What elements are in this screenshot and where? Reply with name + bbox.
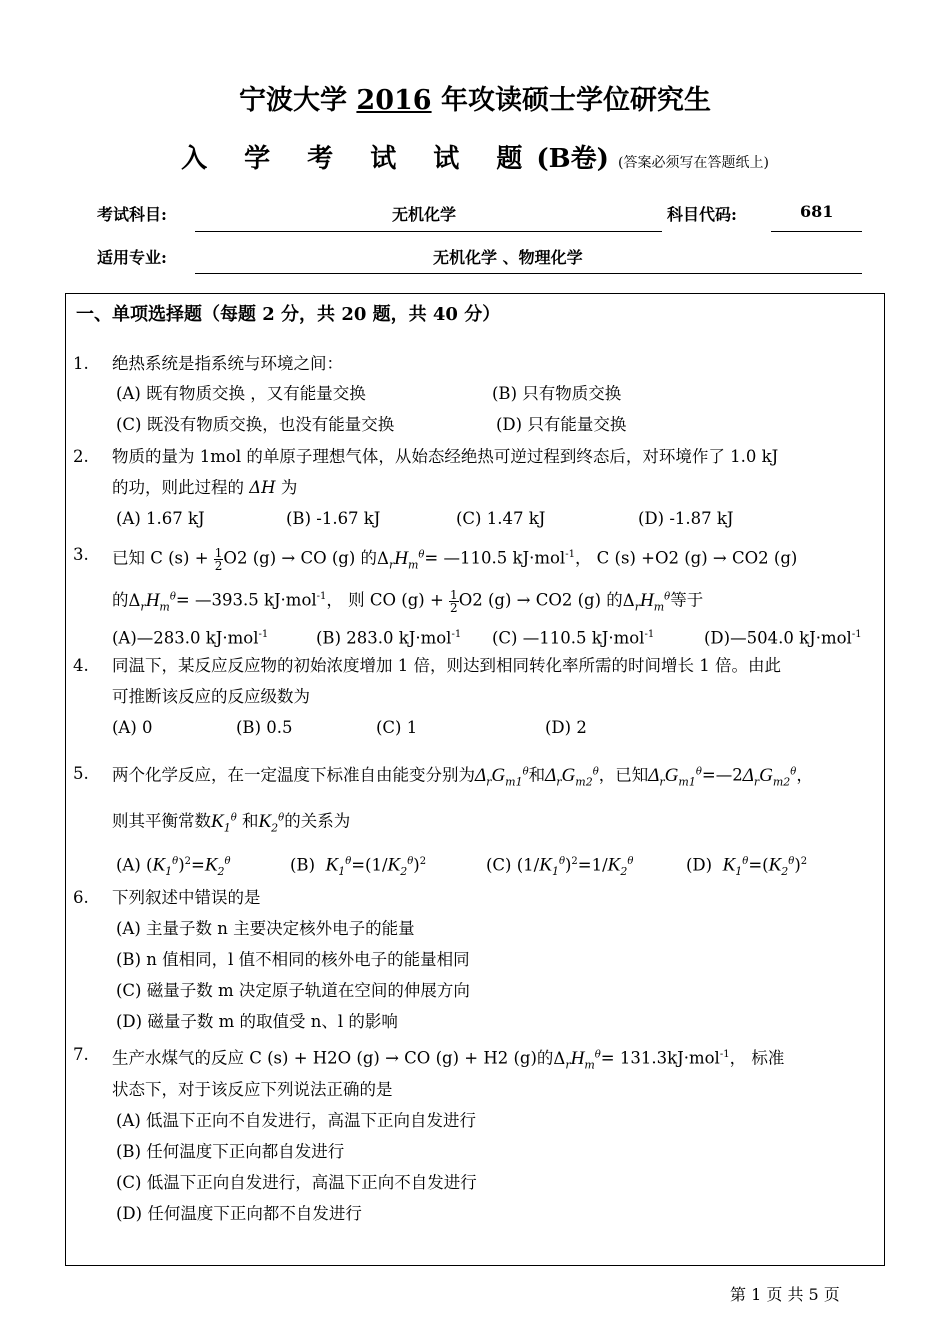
exam-title — [0, 138, 950, 175]
q2-option-c: (C) 1.47 kJ — [456, 509, 546, 528]
subject-value: 无机化学 — [392, 205, 457, 224]
q6-number: 6. — [73, 888, 89, 907]
q3-option-d-text: (D)—504.0 kJ·mol — [704, 628, 852, 648]
answer-note: (答案必须写在答题纸上) — [617, 155, 769, 171]
q2-stem-line2b: 为 — [280, 478, 298, 497]
q7-text-a: 生产水煤气的反应 C (s) + H2O (g) → CO (g) + H2 (g)的 — [112, 1048, 554, 1068]
q2-stem-line1: 物质的量为 1mol 的单原子理想气体，从始态经绝热可逆过程到终态后，对环境作了 1.0 kJ — [112, 447, 779, 466]
volume-label: (B卷) — [536, 144, 609, 174]
q5-option-b-label: (B) — [290, 855, 315, 875]
q4-number: 4. — [73, 656, 89, 675]
q5-text-and: 和 — [528, 765, 546, 785]
q2-option-d: (D) -1.87 kJ — [638, 509, 734, 528]
q4-option-c: (C) 1 — [376, 718, 418, 737]
q7-text-b: = 131.3kJ·mol — [600, 1048, 720, 1068]
subject-label: 考试科目: — [97, 205, 167, 224]
delta-r-g-m1-symbol: $\Delta_rG_{m1}^\theta$ — [475, 764, 529, 788]
q4-option-d: (D) 2 — [545, 718, 587, 737]
q3-option-a-text: (A)—283.0 kJ·mol — [112, 628, 259, 648]
q3-option-b-text: (B) 283.0 kJ·mol — [316, 628, 452, 648]
q5-text-c: 的关系为 — [284, 811, 351, 831]
q3-text-f: = —393.5 kJ·mol — [175, 590, 317, 610]
code-underline — [771, 231, 862, 232]
delta-h-symbol: ΔH — [249, 478, 276, 497]
q3-option-c-text: (C) —110.5 kJ·mol — [492, 628, 645, 648]
q3-text-e: 的 — [112, 590, 129, 610]
fraction-denominator: 2 — [214, 558, 223, 573]
section-heading: 一、单项选择题（每题 2 分，共 20 题，共 40 分） — [76, 304, 501, 325]
code-value: 681 — [800, 202, 834, 221]
q7-line1 — [112, 1041, 784, 1079]
q5-text-known: ，已知 — [598, 765, 649, 785]
delta-r-g-m2-symbol: $\Delta_rG_{m2}^\theta$ — [742, 764, 797, 788]
q3-exponent: -1 — [644, 629, 655, 640]
q3-option-d — [704, 625, 862, 649]
q3-exponent: -1 — [316, 591, 327, 602]
school-name: 宁波大学 — [239, 85, 348, 116]
delta-r-h-symbol: $\Delta_rH_m^\theta$ — [553, 1047, 601, 1071]
fraction-half — [214, 547, 224, 572]
k1-symbol: $K_1^\theta$ — [211, 810, 237, 834]
q3-text-h: O2 (g) → CO2 (g) 的 — [458, 590, 623, 610]
q3-exponent: -1 — [565, 549, 575, 560]
q2-stem-line2a: 的功，则此过程的 — [112, 478, 244, 497]
q1-option-c: (C) 既没有物质交换，也没有能量交换 — [116, 415, 395, 434]
q7-option-b: (B) 任何温度下正向都自发进行 — [116, 1142, 345, 1161]
delta-r-g-m1-symbol: $\Delta_rG_{m1}^\theta$ — [648, 764, 702, 788]
q7-option-c: (C) 低温下正向自发进行，高温下正向不自发进行 — [116, 1173, 477, 1192]
q2-number: 2. — [73, 447, 89, 466]
q6-option-d: (D) 磁量子数 m 的取值受 n、l 的影响 — [116, 1012, 398, 1031]
q3-number: 3. — [73, 545, 89, 564]
q1-stem: 绝热系统是指系统与环境之间： — [112, 354, 343, 373]
major-underline — [195, 273, 862, 274]
page-number: 第 1 页 共 5 页 — [730, 1285, 840, 1304]
q5-option-a: (A) $(K_1^\theta)^2=K_2^\theta$ — [116, 854, 231, 878]
fraction-numerator: 1 — [214, 545, 223, 560]
q5-text-a: 两个化学反应，在一定温度下标准自由能变分别为 — [112, 765, 475, 785]
code-label: 科目代码: — [667, 205, 737, 224]
q5-line2 — [112, 802, 350, 844]
subject-underline — [195, 231, 662, 232]
q6-option-c: (C) 磁量子数 m 决定原子轨道在空间的伸展方向 — [116, 981, 470, 1000]
q3-option-c — [492, 625, 654, 649]
q5-text-b: 则其平衡常数 — [112, 811, 211, 831]
fraction-denominator: 2 — [450, 600, 458, 615]
q2-option-b: (B) -1.67 kJ — [286, 509, 381, 528]
major-label: 适用专业: — [97, 248, 167, 267]
q2-option-a: (A) 1.67 kJ — [116, 509, 205, 528]
q3-text-b: O2 (g) → CO (g) 的 — [223, 548, 378, 568]
q3-option-a — [112, 625, 268, 649]
q3-text-c: = —110.5 kJ·mol — [424, 548, 566, 568]
q3-option-b — [316, 625, 461, 649]
q7-number: 7. — [73, 1045, 89, 1064]
q3-exponent: -1 — [451, 629, 462, 640]
q2-stem-line2 — [112, 478, 297, 498]
q3-line2 — [112, 583, 703, 621]
exam-title-text: 入 学 考 试 试 题 — [181, 144, 537, 174]
major-value: 无机化学 、物理化学 — [433, 248, 583, 267]
delta-r-h-symbol: $\Delta_rH_m^\theta$ — [377, 547, 425, 571]
q4-option-b: (B) 0.5 — [236, 718, 293, 737]
q4-stem-line1: 同温下，某反应反应物的初始浓度增加 1 倍，则达到相同转化率所需的时间增长 1 倍。由此 — [112, 656, 781, 675]
q5-option-d: (D) $K_1^\theta=(K_2^\theta)^2$ — [686, 854, 808, 878]
q5-option-b: (B) $K_1^\theta=(1/K_2^\theta)^2$ — [290, 854, 427, 878]
delta-r-h-symbol: $\Delta_rH_m^\theta$ — [622, 589, 671, 613]
q7-exponent: -1 — [719, 1049, 730, 1060]
q6-stem: 下列叙述中错误的是 — [112, 888, 261, 907]
q7-text-c: ， 标准 — [729, 1048, 785, 1068]
q5-line1: 两个化学反应，在一定温度下标准自由能变分别为$\Delta_rG_{m1}^\theta$和$\Delta_rG_{m2}^\theta$，已知$\Delta_rG_{m1}^\theta=—2\Delta_rG_{m2}^\theta$， — [112, 764, 813, 788]
q5-text-eq: =—2 — [701, 765, 743, 785]
q7-option-a: (A) 低温下正向不自发进行，高温下正向自发进行 — [116, 1111, 477, 1130]
q5-number: 5. — [73, 764, 89, 783]
q3-text-a: 已知 C (s) + — [112, 548, 214, 568]
q7-option-d: (D) 任何温度下正向都不自发进行 — [116, 1204, 362, 1223]
exam-year: 2016 — [356, 85, 432, 116]
q1-option-d: (D) 只有能量交换 — [496, 415, 627, 434]
delta-r-h-symbol: $\Delta_rH_m^\theta$ — [128, 589, 176, 613]
q1-option-b: (B) 只有物质交换 — [492, 384, 622, 403]
q5-option-c: (C) $(1/K_1^\theta)^2=1/K_2^\theta$ — [486, 854, 634, 878]
title-rest: 年攻读硕士学位研究生 — [440, 85, 711, 116]
fraction-half — [449, 589, 459, 614]
q3-exponent: -1 — [258, 629, 269, 640]
q5-option-d-label: (D) — [686, 855, 713, 875]
q3-text-i: 等于 — [670, 590, 704, 610]
q4-option-a: (A) 0 — [112, 718, 153, 737]
q3-text-d: ， C (s) +O2 (g) → CO2 (g) — [574, 548, 798, 568]
q7-stem-line2: 状态下，对于该反应下列说法正确的是 — [112, 1080, 393, 1099]
q5-option-c-label: (C) — [486, 855, 512, 875]
q6-option-b: (B) n 值相同，l 值不相同的核外电子的能量相同 — [116, 950, 470, 969]
q1-number: 1. — [73, 354, 89, 373]
q3-exponent: -1 — [851, 629, 862, 640]
q4-stem-line2: 可推断该反应的反应级数为 — [112, 687, 310, 706]
delta-r-g-m2-symbol: $\Delta_rG_{m2}^\theta$ — [545, 764, 599, 788]
q5-option-a-label: (A) — [116, 855, 141, 875]
page-title — [0, 78, 950, 117]
q3-line1 — [112, 541, 797, 579]
q3-text-g: ， 则 CO (g) + — [326, 590, 450, 610]
fraction-numerator: 1 — [450, 587, 458, 602]
k2-symbol: $K_2^\theta$ — [258, 810, 285, 834]
q1-option-a: (A) 既有物质交换 ，又有能量交换 — [116, 384, 366, 403]
q6-option-a: (A) 主量子数 n 主要决定核外电子的能量 — [116, 919, 415, 938]
q5-text-and2: 和 — [241, 811, 259, 831]
